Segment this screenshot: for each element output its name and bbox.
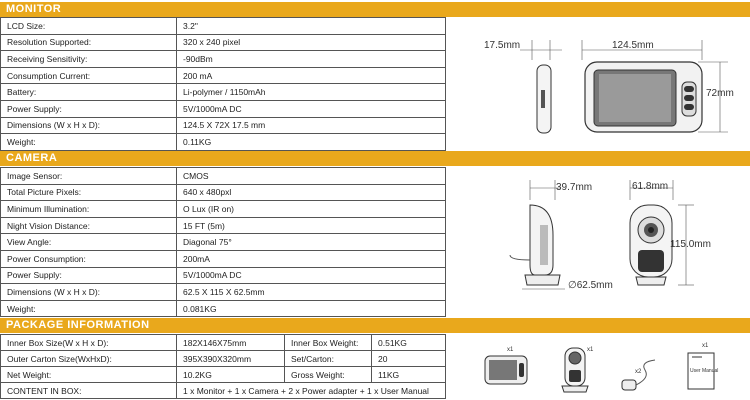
section-header-package: PACKAGE INFORMATION	[0, 318, 750, 333]
pk-value: 10.2KG	[177, 367, 285, 383]
spec-label: Power Consumption:	[1, 250, 177, 267]
spec-label: Weight:	[1, 300, 177, 317]
spec-label: Resolution Supported:	[1, 34, 177, 51]
camera-qty-label: x1	[587, 347, 594, 353]
spec-label: Dimensions (W x H x D):	[1, 284, 177, 301]
camera-width-dim: 61.8mm	[632, 181, 669, 192]
spec-label: Minimum Illumination:	[1, 201, 177, 218]
pk-label: Inner Box Size(W x H x D):	[1, 335, 177, 351]
spec-value: 0.081KG	[177, 300, 446, 317]
pk-value: 11KG	[372, 367, 446, 383]
spec-label: View Angle:	[1, 234, 177, 251]
spec-value: 320 x 240 pixel	[177, 34, 446, 51]
pk-label: Net Weight:	[1, 367, 177, 383]
pk-value: 0.51KG	[372, 335, 446, 351]
table-row	[1, 284, 446, 301]
spec-label: Total Picture Pixels:	[1, 184, 177, 201]
spec-label: Dimensions (W x H x D):	[1, 117, 177, 134]
spec-value: 124.5 X 72X 17.5 mm	[177, 117, 446, 134]
spec-label: LCD Size:	[1, 18, 177, 35]
package-table	[0, 334, 446, 399]
pk-value: 20	[372, 351, 446, 367]
spec-label: Power Supply:	[1, 100, 177, 117]
table-row	[1, 67, 446, 84]
spec-value: 200 mA	[177, 67, 446, 84]
spec-label: Battery:	[1, 84, 177, 101]
table-row	[1, 367, 446, 383]
camera-spec-table	[0, 167, 446, 317]
spec-value: 200mA	[177, 250, 446, 267]
table-row	[1, 234, 446, 251]
section-header-monitor: MONITOR	[0, 2, 750, 17]
table-row	[1, 250, 446, 267]
pk-label: Gross Weight:	[285, 367, 372, 383]
pk-label: CONTENT IN BOX:	[1, 383, 177, 399]
pk-label: Outer Carton Size(WxHxD):	[1, 351, 177, 367]
section-header-camera: CAMERA	[0, 151, 750, 166]
spec-label: Weight:	[1, 134, 177, 151]
spec-value: 62.5 X 115 X 62.5mm	[177, 284, 446, 301]
spec-value: Diagonal 75°	[177, 234, 446, 251]
table-row	[1, 84, 446, 101]
table-row	[1, 335, 446, 351]
spec-label: Power Supply:	[1, 267, 177, 284]
spec-value: Li-polymer / 1150mAh	[177, 84, 446, 101]
pk-value: 395X390X320mm	[177, 351, 285, 367]
table-row	[1, 117, 446, 134]
table-row	[1, 51, 446, 68]
manual-qty-label: x1	[702, 343, 709, 349]
table-row	[1, 184, 446, 201]
table-row	[1, 300, 446, 317]
table-row	[1, 383, 446, 399]
pk-label: Set/Carton:	[285, 351, 372, 367]
manual-cover-text: User Manual	[690, 368, 719, 374]
spec-label: Image Sensor:	[1, 168, 177, 185]
spec-label: Night Vision Distance:	[1, 217, 177, 234]
spec-value: -90dBm	[177, 51, 446, 68]
monitor-height-dim: 72mm	[706, 88, 734, 99]
adapter-qty-label: x2	[635, 369, 642, 375]
spec-value: 640 x 480pxl	[177, 184, 446, 201]
pk-value: 1 x Monitor + 1 x Camera + 2 x Power adapter + 1 x User Manual	[177, 383, 446, 399]
camera-depth-dim: 39.7mm	[556, 182, 593, 193]
monitor-width-dim: 124.5mm	[612, 40, 654, 51]
table-row	[1, 134, 446, 151]
monitor-spec-table	[0, 17, 446, 151]
table-row	[1, 351, 446, 367]
spec-value: 5V/1000mA DC	[177, 100, 446, 117]
spec-value: 0.11KG	[177, 134, 446, 151]
table-row	[1, 100, 446, 117]
camera-base-dim: ∅62.5mm	[568, 280, 613, 291]
table-row	[1, 18, 446, 35]
monitor-depth-dim: 17.5mm	[484, 40, 521, 51]
spec-label: Receiving Sensitivity:	[1, 51, 177, 68]
spec-value: O Lux (IR on)	[177, 201, 446, 218]
spec-value: 3.2"	[177, 18, 446, 35]
table-row	[1, 168, 446, 185]
pk-label: Inner Box Weight:	[285, 335, 372, 351]
spec-value: 5V/1000mA DC	[177, 267, 446, 284]
table-row	[1, 217, 446, 234]
spec-value: 15 FT (5m)	[177, 217, 446, 234]
monitor-qty-label: x1	[507, 347, 514, 353]
pk-value: 182X146X75mm	[177, 335, 285, 351]
spec-value: CMOS	[177, 168, 446, 185]
spec-label: Consumption Current:	[1, 67, 177, 84]
camera-height-dim: 115.0mm	[670, 239, 711, 250]
table-row	[1, 267, 446, 284]
table-row	[1, 34, 446, 51]
table-row	[1, 201, 446, 218]
